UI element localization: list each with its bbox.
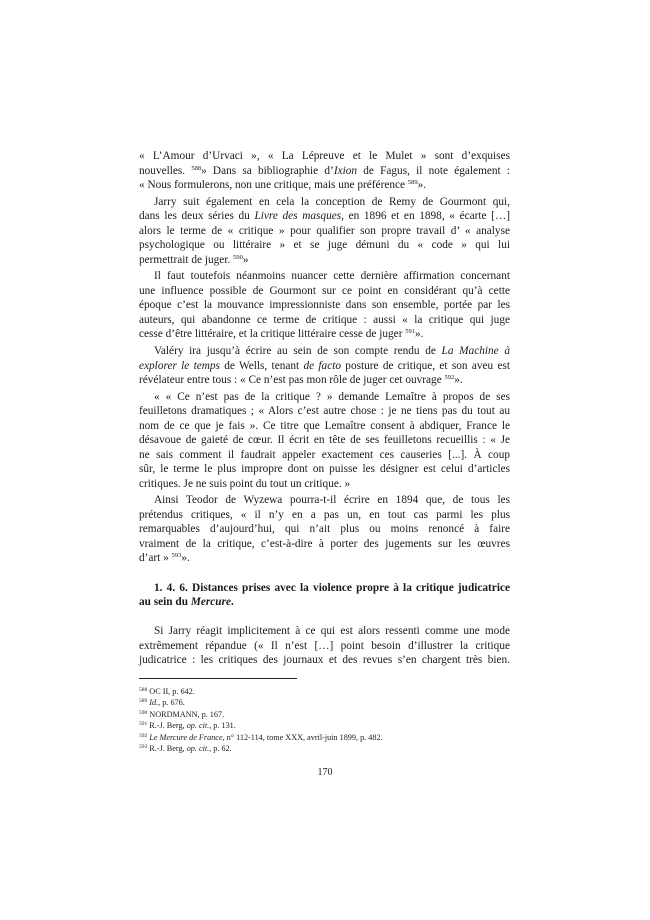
text-line (139, 390, 510, 405)
text-run: de Fagus, il note également : (357, 164, 510, 177)
text-run: d’art » (139, 552, 172, 565)
text-run: » (242, 253, 249, 266)
text-run: de Wells, tenant (219, 359, 304, 372)
text-run: Jarry suit également en cela la conception de Remy de Gourmont qui, (154, 195, 510, 208)
text-line (139, 253, 510, 268)
text-run: « « Ce n’est pas de la critique ? » demande Lemaître à propos de ses (154, 390, 510, 403)
text-run: vraiment de la critique, c’est-à-dire à porter des jugements sur les œuvres (139, 537, 510, 550)
text-line (139, 178, 510, 193)
text-run: critiques. Je ne suis point du tout un critique. » (139, 477, 351, 490)
footnote-reference: 591 (139, 721, 148, 728)
text-run: nom de ce que je fais ». Ce titre que Lemaître consent à abdiquer, France le (139, 419, 510, 432)
footnote-reference: 589 (407, 179, 418, 186)
footnote-reference: 590 (233, 253, 243, 261)
text-run: ». (417, 179, 427, 191)
text-run: auteurs, qui abandonne ce terme de critique : aussi « la critique qui juge (139, 313, 510, 326)
italic-text: La Machine à (441, 345, 510, 358)
italic-text: op. cit. (186, 721, 210, 731)
footnotes (139, 686, 383, 754)
text-run: époque c’est la mouvance impressionniste dans son ensemble, portée par les (139, 299, 510, 312)
text-line (139, 404, 510, 419)
text-run: , p. 676. (158, 698, 185, 708)
footnote-reference: 593 (139, 744, 148, 751)
text-run: « L’Amour d’Urvaci », « La Lépreuve et le Mulet » sont d’exquises (139, 150, 510, 162)
text-run: OC II, p. 642. (147, 687, 195, 696)
text-run: cesse d’être littéraire, et la critique littéraire cesse de juger (139, 328, 406, 341)
text-run: R.-J. Berg, (147, 744, 187, 754)
footnote-reference: 592 (444, 374, 455, 382)
text-line (139, 537, 510, 552)
text-run: ». (415, 328, 424, 341)
italic-text: explorer le temps (139, 359, 220, 372)
footnote-reference: 589 (139, 698, 148, 705)
text-run: ». (181, 552, 190, 565)
text-line (139, 508, 510, 523)
text-line (139, 224, 510, 239)
footnote-reference: 590 (139, 709, 148, 716)
text-run: permettrait de juger. (139, 253, 234, 266)
text-line (139, 462, 510, 477)
text-run: , p. 131. (209, 721, 236, 731)
text-run: alors le terme de « critique » pour qualifier son propre travail d’ « analyse (139, 224, 510, 237)
text-run: NORDMANN, p. 167. (147, 709, 225, 719)
text-line (139, 284, 510, 299)
text-run: remarquables d’aujourd’hui, qui n’ait plus ou moins renoncé à faire (139, 523, 510, 536)
paragraph (139, 624, 510, 668)
text-line (139, 551, 510, 566)
text-line (139, 653, 510, 668)
text-run: , en 1896 et en 1898, « écarte […] (341, 210, 511, 223)
footnote (139, 743, 383, 754)
text-run: extrêmement répandue (« Il n’est […] point besoin d’illustrer la critique (139, 639, 510, 652)
text-line (139, 581, 510, 596)
footnote-reference: 591 (405, 328, 416, 336)
text-line (139, 522, 510, 537)
text-line (139, 493, 510, 508)
paragraph (139, 344, 510, 388)
footnote (139, 720, 383, 731)
text-run: prétendus critiques, « il n’y en a pas un, en tout cas parmi les plus (139, 508, 510, 521)
italic-text: op. cit. (186, 744, 210, 754)
paragraph (139, 390, 510, 492)
footnote (139, 709, 383, 720)
italic-text: Livre des masques (254, 210, 342, 223)
text-run: dans les deux séries du (139, 210, 255, 223)
paragraph (139, 149, 510, 193)
text-line (139, 419, 510, 434)
footnote (139, 686, 383, 697)
text-run: psychologique ou littéraire » et se juge démuni du « code » qui lui (139, 239, 510, 252)
italic-text: Id. (149, 698, 159, 708)
text-line (139, 298, 510, 313)
footnote-reference: 588 (191, 164, 202, 172)
page-number: 170 (317, 767, 333, 778)
text-run: ne sais comment il faudrait appeler exactement ces causeries [...]. À coup (139, 448, 510, 461)
text-run: Si Jarry réagit implicitement à ce qui est alors ressenti comme une mode (154, 625, 510, 638)
footnote (139, 732, 383, 743)
italic-text: de facto (303, 359, 341, 372)
text-line (139, 595, 510, 610)
text-line (139, 373, 510, 388)
text-line (139, 313, 510, 328)
text-run: » Dans sa bibliographie d’ (201, 164, 334, 177)
text-run: judicatrice : les critiques des journaux et des revues s’en chargent très bien. (139, 654, 510, 667)
footnote (139, 697, 383, 708)
text-line (139, 624, 510, 639)
text-run: sûr, le terme le plus impropre dont on puisse les désigner est celui d’articles (139, 463, 510, 476)
text-line (139, 238, 510, 253)
text-run: Il faut toutefois néanmoins nuancer cette dernière affirmation concernant (154, 270, 510, 283)
paragraph (139, 195, 510, 268)
text-run: Valéry ira jusqu’à écrire au sein de son compte rendu de (154, 345, 442, 358)
paragraph (139, 269, 510, 342)
footnote-reference: 592 (139, 732, 148, 739)
text-line (139, 209, 510, 224)
text-run: , p. 62. (209, 744, 232, 754)
text-line (139, 344, 510, 359)
text-run: révélateur entre tous : « Ce n’est pas mon rôle de juger cet ouvrage (139, 374, 445, 387)
text-line (139, 269, 510, 284)
text-run: , n° 112-114, tome XXX, avril-juin 1899, p. 482. (222, 732, 383, 742)
text-run: Ainsi Teodor de Wyzewa pourra-t-il écrire en 1894 que, de tous les (154, 494, 510, 507)
text-line (139, 639, 510, 654)
text-line (139, 164, 510, 179)
text-run: . (230, 596, 234, 609)
italic-text: Ixion (333, 164, 358, 177)
text-run: 1. 4. 6. Distances prises avec la violence propre à la critique judicatrice (154, 581, 510, 594)
footnote-reference: 588 (139, 687, 148, 693)
footnote-separator (139, 678, 297, 679)
paragraph (139, 493, 510, 566)
text-run: « Nous formulerons, non une critique, mais une préférence (139, 179, 408, 191)
text-line (139, 327, 510, 342)
text-run: désavoue de gaieté de cœur. Il écrit en tête de ses feuilletons recueillis : « Je (139, 434, 510, 447)
text-line (139, 448, 510, 463)
text-run: feuilletons dramatiques ; « Alors c’est autre chose : je ne tiens pas du tout au (139, 405, 510, 418)
italic-text: Le Mercure de France (149, 732, 223, 742)
italic-text: Mercure (190, 596, 231, 609)
text-line (139, 433, 510, 448)
footnote-reference: 593 (171, 552, 182, 560)
text-run: nouvelles. (139, 164, 192, 177)
text-run: au sein du (139, 596, 191, 609)
text-run: R.-J. Berg, (147, 721, 187, 731)
text-run: une influence possible de Gourmont sur ce point en considérant qu’à cette (139, 284, 510, 297)
text-run: posture de critique, et son aveu est (341, 359, 510, 372)
text-run: ». (454, 374, 463, 387)
body-text (139, 149, 510, 670)
text-line (139, 477, 510, 492)
text-line (139, 149, 510, 164)
section-heading (139, 581, 510, 610)
text-line (139, 195, 510, 210)
text-line (139, 359, 510, 374)
